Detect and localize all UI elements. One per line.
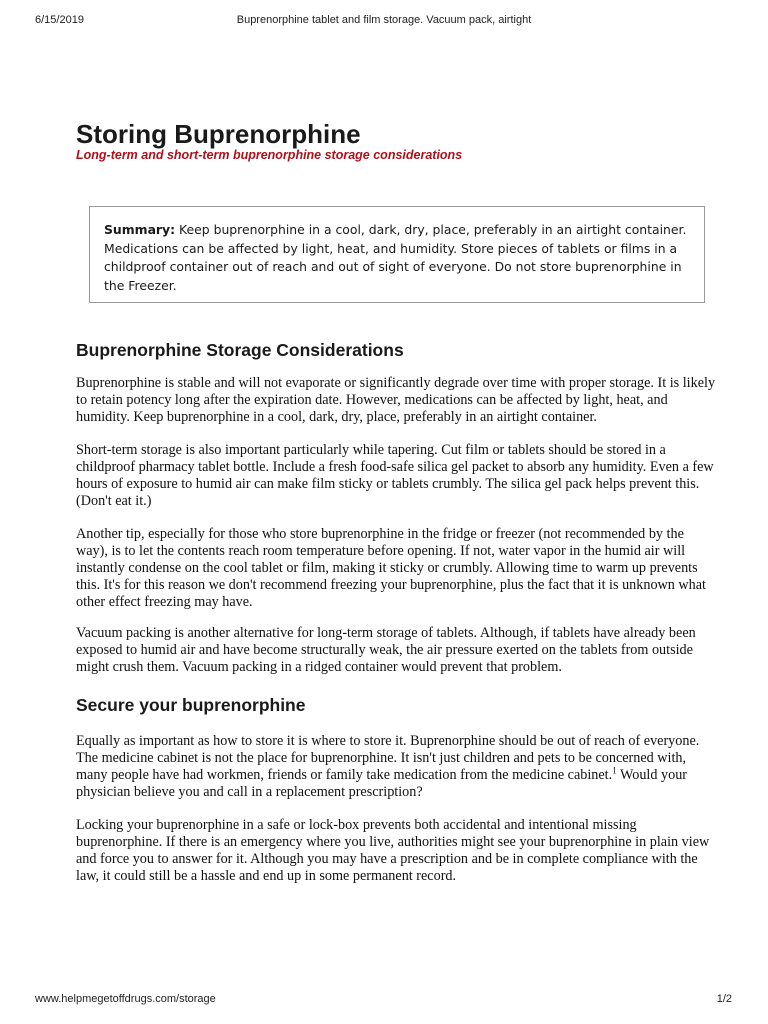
page-subtitle: Long-term and short-term buprenorphine storage considerations <box>76 148 463 162</box>
paragraph-text: Would your physician believe you and call in a replacement prescription? <box>76 767 688 800</box>
paragraph: Vacuum packing is another alternative for long-term storage of tablets. Although, if tablets have already been exposed to humid air and have become structurally weak, the air pressure exerted on the tablets from outside might crush them. Vacuum packing in a ridged container would prevent that problem. <box>76 625 696 675</box>
paragraph <box>76 733 716 801</box>
summary-box <box>89 206 705 303</box>
page-number: 1/2 <box>716 993 732 1005</box>
summary-text: Keep buprenorphine in a cool, dark, dry, place, preferably in an airtight container. Medications can be affected by light, heat, and humidity. Store pieces of tablets or films in a childproof container out of reach and out of sight of everyone. Do not store buprenorphine in the Freezer. <box>104 222 687 293</box>
paragraph: Short-term storage is also important particularly while tapering. Cut film or tablets should be stored in a childproof pharmacy tablet bottle. Include a fresh food-safe silica gel packet to absorb any humidity. Even a few hours of exposure to humid air can make film sticky or tablets crumbly. The silica gel pack helps prevent this.(Don't eat it.) <box>76 442 714 509</box>
paragraph: Locking your buprenorphine in a safe or lock-box prevents both accidental and intentional missing buprenorphine. If there is an emergency where you live, authorities might see your buprenorphine in plain view and force you to answer for it. Although you may have a prescription and be in complete compliance with the law, it could still be a hassle and end up in some permanent record. <box>76 817 710 884</box>
footnote-link[interactable]: 1 <box>612 765 617 776</box>
paragraph: Buprenorphine is stable and will not evaporate or significantly degrade over time with proper storage. It is likely to retain potency long after the expiration date. However, medications can be affected by light, heat, and humidity. Keep buprenorphine in a cool, dark, dry, place, preferably in an airtight container. <box>76 375 716 425</box>
print-page-title: Buprenorphine tablet and film storage. Vacuum pack, airtight <box>236 14 532 26</box>
page-title: Storing Buprenorphine <box>76 119 361 149</box>
print-url: www.helpmegetoffdrugs.com/storage <box>35 993 216 1005</box>
summary-label: Summary: <box>104 222 176 237</box>
paragraph-text: Equally as important as how to store it is where to store it. Buprenorphine should be out of reach of everyone. The medicine cabinet is not the place for buprenorphine. It isn't just children and pets to be concerned with, many people have had workmen, friends or family take medication from the medicine cabinet. <box>76 733 700 783</box>
paragraph: Another tip, especially for those who store buprenorphine in the fridge or freezer (not recommended by the way), is to let the contents reach room temperature before opening. If not, water vapor in the humid air will instantly condense on the cool tablet or film, making it sticky or crumbly. Allowing time to warm up prevents this. It's for this reason we don't recommend freezing your buprenorphine, plus the fact that it is unknown what other effect freezing may have. <box>76 526 706 610</box>
section-heading-storage: Buprenorphine Storage Considerations <box>76 340 404 360</box>
print-date: 6/15/2019 <box>35 14 84 26</box>
section-heading-secure: Secure your buprenorphine <box>76 695 306 715</box>
